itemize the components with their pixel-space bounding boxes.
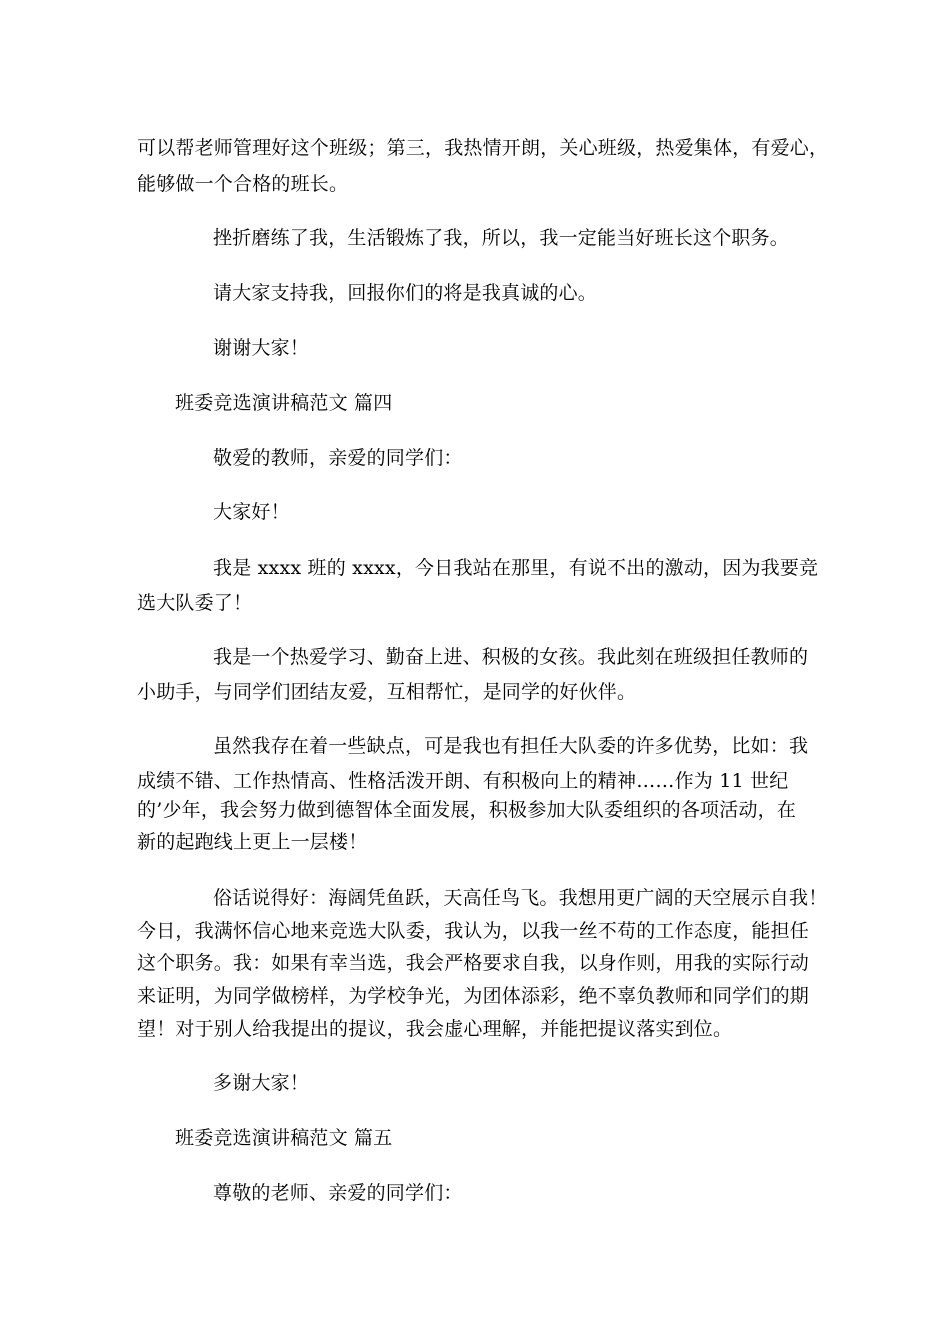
paragraph-setback: 挫折磨练了我，生活锻炼了我，所以，我一定能当好班长这个职务。 <box>213 227 790 249</box>
section4-para4-line-5: 望！对于别人给我提出的提议，我会虚心理解，并能把提议落实到位。 <box>137 1018 733 1040</box>
section4-para3-line-3: 的’少年，我会努力做到德智体全面发展，积极参加大队委组织的各项活动，在 <box>137 799 797 821</box>
section4-heading: 班委竞选演讲稿范文 篇四 <box>175 392 393 414</box>
section4-para4-line-3: 这个职务。我：如果有幸当选，我会严格要求自我，以身作则，用我的实际行动 <box>137 952 810 974</box>
section4-greeting: 大家好！ <box>213 501 290 523</box>
intro-line-2: 能够做一个合格的班长。 <box>137 173 349 195</box>
section4-para2-line-1: 我是一个热爱学习、勤奋上进、积极的女孩。我此刻在班级担任教师的 <box>213 646 809 668</box>
intro-line-1: 可以帮老师管理好这个班级；第三，我热情开朗，关心班级，热爱集体，有爱心， <box>137 137 829 159</box>
section4-para3-line-2: 成绩不错、工作热情高、性格活泼开朗、有积极向上的精神……作为 11 世纪 <box>137 770 789 792</box>
section4-para3-line-4: 新的起跑线上更上一层楼！ <box>137 831 368 853</box>
section4-salutation: 敬爱的教师，亲爱的同学们： <box>213 447 463 469</box>
section4-para1-line-1: 我是 xxxx 班的 xxxx，今日我站在那里，有说不出的激动，因为我要竞 <box>213 557 819 579</box>
section5-heading: 班委竞选演讲稿范文 篇五 <box>175 1127 393 1149</box>
section4-para4-line-1: 俗话说得好：海阔凭鱼跃，天高任鸟飞。我想用更广阔的天空展示自我！ <box>213 887 828 909</box>
section4-para3-line-1: 虽然我存在着一些缺点，可是我也有担任大队委的许多优势，比如：我 <box>213 735 809 757</box>
paragraph-thanks: 谢谢大家！ <box>213 337 310 359</box>
section4-para4-line-4: 来证明，为同学做榜样，为学校争光，为团体添彩，绝不辜负教师和同学们的期 <box>137 985 810 1007</box>
section4-para2-line-2: 小助手，与同学们团结友爱，互相帮忙，是同学的好伙伴。 <box>137 681 637 703</box>
paragraph-support: 请大家支持我，回报你们的将是我真诚的心。 <box>213 282 598 304</box>
section4-para1-line-2: 选大队委了！ <box>137 592 253 614</box>
section5-salutation: 尊敬的老师、亲爱的同学们： <box>213 1182 463 1204</box>
section4-closing: 多谢大家！ <box>213 1072 310 1094</box>
section4-para4-line-2: 今日，我满怀信心地来竞选大队委，我认为，以我一丝不苟的工作态度，能担任 <box>137 920 810 942</box>
